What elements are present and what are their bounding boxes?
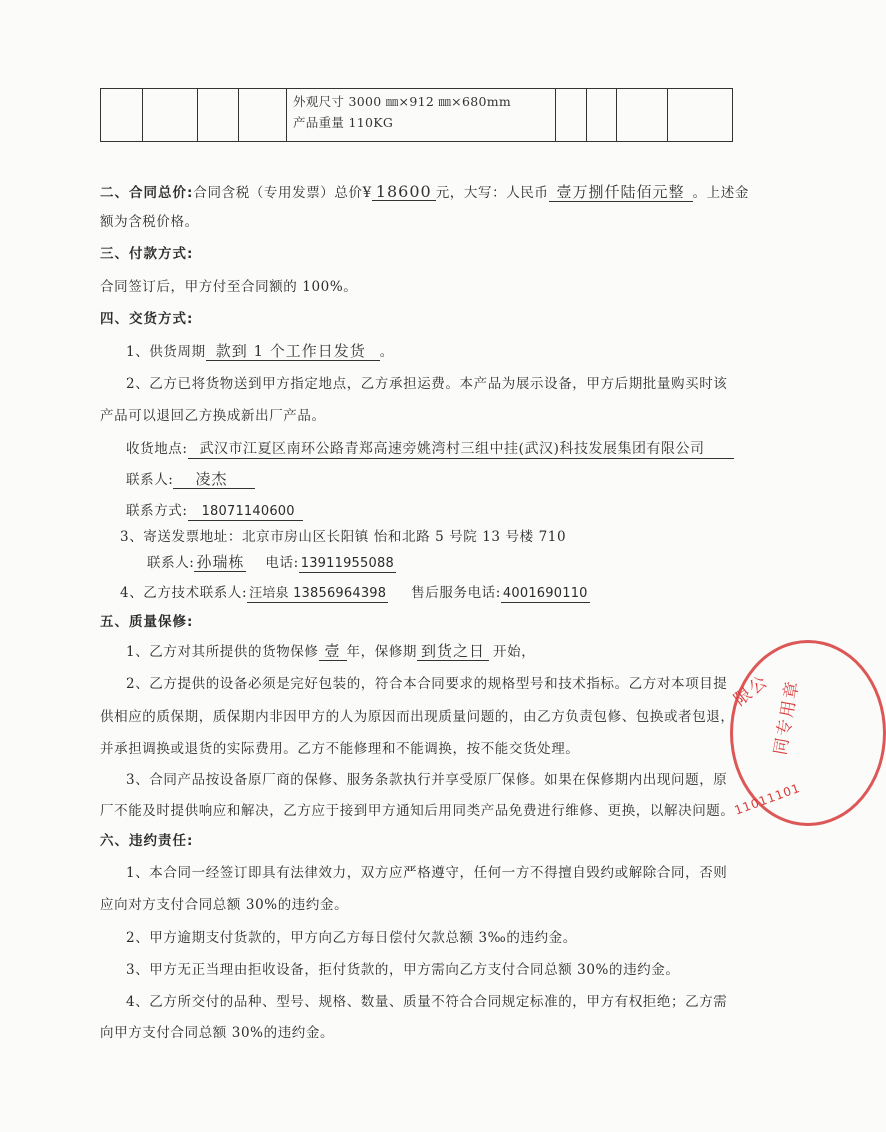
warranty-item-2-line-2: 供相应的质保期，质保期内非因甲方的人为原因而出现质量问题的，由乙方负责包修、包换或者包退，	[100, 709, 735, 725]
warranty-text-c: 开始，	[493, 644, 536, 660]
payment-terms: 合同签订后，甲方付至合同额的 100%。	[100, 279, 358, 295]
invoice-phone-value: 13911955088	[300, 556, 394, 571]
tech-contact-label: 4、乙方技术联系人:	[120, 585, 248, 601]
invoice-contact-label: 联系人:	[147, 555, 195, 571]
warranty-text-a: 1、乙方对其所提供的货物保修	[126, 644, 319, 660]
tech-contact-value: 汪培泉 13856964398	[249, 586, 387, 601]
spec-dimensions: 外观尺寸 3000 ㎜×912 ㎜×680mm	[293, 94, 512, 109]
section-3-title: 三、付款方式:	[100, 246, 194, 262]
section-5-title: 五、质量保修:	[100, 614, 194, 630]
section-6-title: 六、违约责任:	[100, 833, 194, 849]
spec-description-cell	[287, 89, 556, 142]
liability-item-4-line-2: 向甲方支付合同总额 30%的违约金。	[100, 1025, 335, 1041]
spec-cell	[143, 89, 198, 142]
spec-table	[100, 88, 733, 142]
spec-table-row	[101, 89, 733, 142]
liability-item-1-line-1: 1、本合同一经签订即具有法律效力，双方应严格遵守，任何一方不得擅自毁约或解除合同，否则	[126, 865, 728, 881]
section-4-title: 四、交货方式:	[100, 311, 194, 327]
liability-item-3: 3、甲方无正当理由拒收设备，拒付货款的，甲方需向乙方支付合同总额 30%的违约金。	[126, 962, 680, 978]
delivery-period-label: 1、供货周期	[126, 344, 206, 360]
delivery-contact-label: 联系人:	[126, 472, 174, 488]
delivery-contact-line	[126, 468, 255, 489]
section-2-line-2: 额为含税价格。	[100, 214, 199, 230]
service-phone-value: 4001690110	[502, 586, 588, 601]
spec-weight: 产品重量 110KG	[293, 115, 394, 130]
warranty-item-2-line-3: 并承担调换或退货的实际费用。乙方不能修理和不能调换，按不能交货处理。	[100, 741, 580, 757]
total-price-text-c: 。上述金	[692, 185, 749, 201]
warranty-start: 到货之日	[417, 643, 489, 661]
warranty-item-3-line-2: 厂不能及时提供响应和解决，乙方应于接到甲方通知后用同类产品免费进行维修、更换，以解决问题。	[100, 803, 735, 819]
section-2-title: 二、合同总价:	[100, 185, 194, 201]
invoice-phone-label: 电话:	[265, 555, 299, 571]
warranty-years: 壹	[319, 643, 347, 661]
delivery-period-value: 款到 1 个工作日发货	[206, 343, 380, 361]
spec-cell	[101, 89, 143, 142]
liability-item-2: 2、甲方逾期支付货款的，甲方向乙方每日偿付欠款总额 3‰的违约金。	[126, 930, 577, 946]
seal-text-top: 限公	[730, 671, 773, 711]
spec-cell	[198, 89, 239, 142]
delivery-phone-line	[126, 499, 303, 521]
delivery-address-line	[126, 437, 734, 459]
warranty-item-1	[126, 640, 535, 661]
warranty-item-3-line-1: 3、合同产品按设备原厂商的保修、服务条款执行并享受原厂保修。如果在保修期内出现问题，原	[126, 772, 728, 788]
total-price-text: 合同含税（专用发票）总价¥	[193, 185, 372, 201]
total-price-amount: 18600	[372, 183, 436, 201]
delivery-item-1	[126, 340, 394, 361]
spec-cell	[668, 89, 733, 142]
service-phone-label: 售后服务电话:	[411, 585, 501, 601]
spec-cell	[617, 89, 668, 142]
invoice-contact-line	[147, 551, 396, 573]
section-2-line-1	[100, 181, 749, 202]
spec-cell	[587, 89, 617, 142]
delivery-item-2-line-1: 2、乙方已将货物送到甲方指定地点，乙方承担运费。本产品为展示设备，甲方后期批量购买时该	[126, 376, 728, 392]
delivery-item-2-line-2: 产品可以退回乙方换成新出厂产品。	[100, 408, 326, 424]
seal-text-number: 11011101	[732, 780, 803, 818]
spec-cell	[556, 89, 587, 142]
seal-text-middle: 同专用章	[770, 678, 804, 757]
delivery-phone-value: 18071140600	[188, 503, 303, 521]
liability-item-1-line-2: 应向对方支付合同总额 30%的违约金。	[100, 897, 349, 913]
delivery-address-label: 收货地点:	[126, 441, 188, 457]
total-price-text-b: 元，大写：人民币	[435, 185, 549, 201]
liability-item-4-line-1: 4、乙方所交付的品种、型号、规格、数量、质量不符合合同规定标准的，甲方有权拒绝；乙方需	[126, 994, 728, 1010]
warranty-text-b: 年，保修期	[346, 644, 418, 660]
delivery-phone-label: 联系方式:	[126, 503, 188, 519]
spec-cell	[239, 89, 287, 142]
delivery-address-value: 武汉市江夏区南环公路青郑高速旁姚湾村三组中挂(武汉)科技发展集团有限公司	[188, 441, 735, 459]
total-price-words: 壹万捌仟陆佰元整	[549, 184, 693, 202]
tech-contact-line	[120, 581, 590, 603]
invoice-address-line: 3、寄送发票地址：北京市房山区长阳镇 怡和北路 5 号院 13 号楼 710	[120, 529, 567, 545]
warranty-item-2-line-1: 2、乙方提供的设备必须是完好包装的，符合本合同要求的规格型号和技术指标。乙方对本项目提	[126, 676, 728, 692]
delivery-period-end: 。	[379, 344, 394, 360]
invoice-contact-value: 孙瑞栋	[196, 553, 245, 571]
delivery-contact-value: 凌杰	[173, 471, 255, 489]
